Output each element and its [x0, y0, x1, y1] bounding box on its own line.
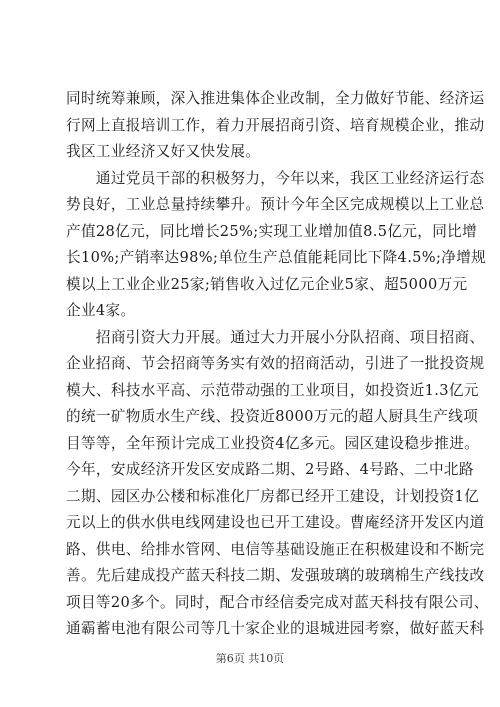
text-line: 目等等，全年预计完成工业投资4亿多元。园区建设稳步推进。 — [66, 434, 480, 452]
text-line: 招商引资大力开展。通过大力开展小分队招商、项目招商、 — [66, 328, 485, 346]
body-text — [66, 86, 489, 643]
text-line: 我区工业经济又好又快发展。 — [66, 143, 261, 160]
text-line: 企业招商、节会招商等务实有效的招商活动，引进了一批投资规 — [66, 355, 485, 372]
text-line: 善。先后建成投产蓝天科技二期、发强玻璃的玻璃棉生产线技改 — [66, 567, 485, 584]
text-line: 模大、科技水平高、示范带动强的工业项目，如投资近1.3亿元 — [66, 381, 479, 399]
text-line: 今年，安成经济开发区安成路二期、2号路、4号路、二中北路 — [66, 461, 474, 478]
text-line: 同时统筹兼顾，深入推进集体企业改制，全力做好节能、经济运 — [66, 90, 485, 107]
text-line: 路、供电、给排水管网、电信等基础设施正在积极建设和不断完 — [66, 540, 485, 558]
text-line: 元以上的供水供电线网建设也已开工建设。曹庵经济开发区内道 — [66, 514, 485, 531]
text-line: 企业4家。 — [66, 302, 136, 319]
text-line: 势良好，工业总量持续攀升。预计今年全区完成规模以上工业总 — [66, 196, 485, 213]
text-line: 项目等20多个。同时，配合市经信委完成对蓝天科技有限公司、 — [66, 593, 489, 611]
text-line: 模以上工业企业25家;销售收入过亿元企业5家、超5000万元 — [66, 275, 468, 293]
text-line: 通霸蓄电池有限公司等几十家企业的退城进园考察，做好蓝天科 — [66, 620, 485, 637]
text-line: 产值28亿元，同比增长25%;实现工业增加值8.5亿元，同比增 — [66, 222, 478, 240]
text-line: 二期、园区办公楼和标准化厂房都已经开工建设，计划投资1亿 — [66, 487, 480, 505]
text-line: 长10%;产销率达98%;单位生产总值能耗同比下降4.5%;净增规 — [66, 249, 487, 266]
text-line: 通过党员干部的积极努力，今年以来，我区工业经济运行态 — [66, 169, 485, 187]
page-footer: 第6页 共10页 — [215, 652, 285, 665]
text-line: 行网上直报培训工作，着力开展招商引资、培育规模企业，推动 — [66, 116, 485, 134]
text-line: 的统一矿物质水生产线、投资近8000万元的超人厨具生产线项 — [66, 408, 479, 425]
